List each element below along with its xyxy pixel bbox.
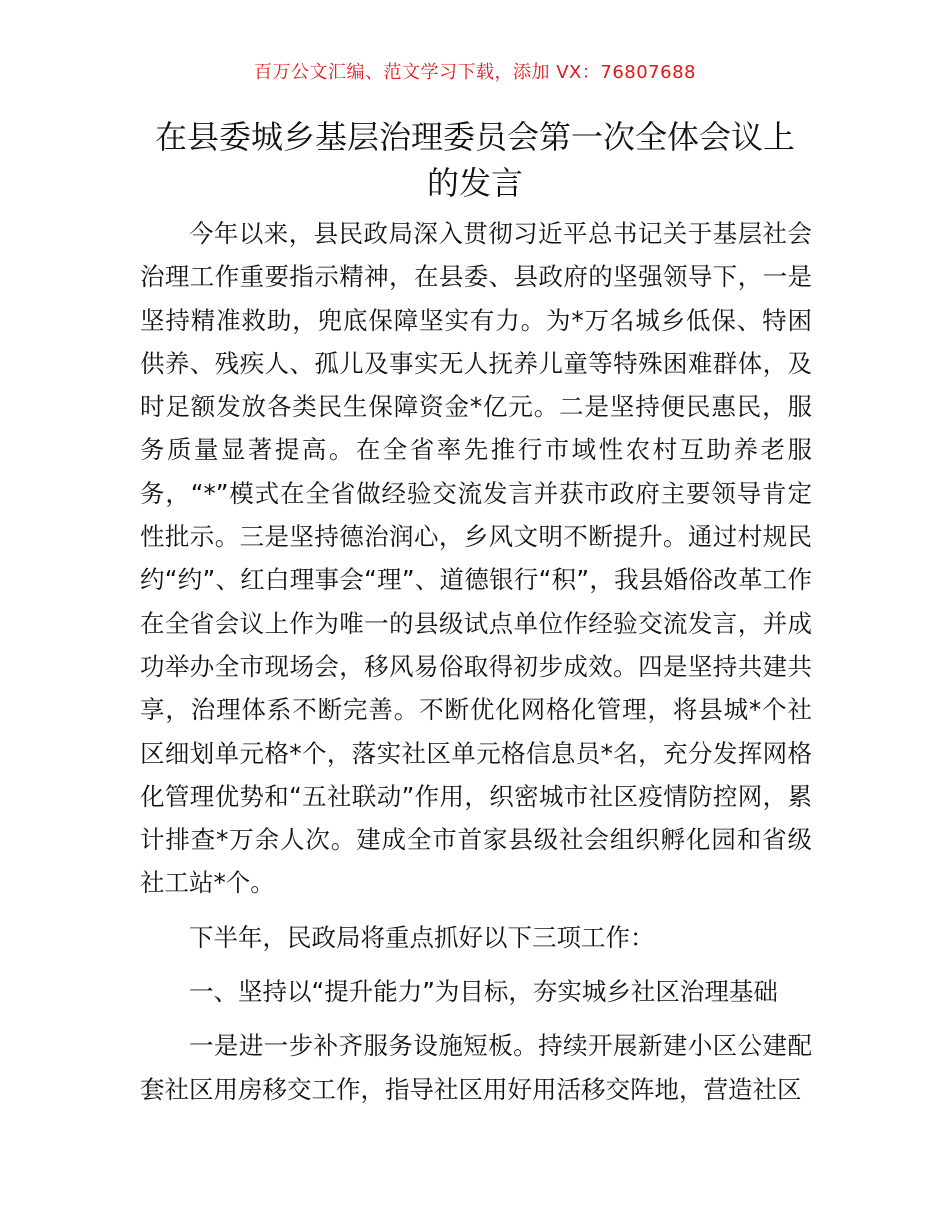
document-body (140, 212, 812, 1111)
document-title (140, 114, 810, 206)
header-watermark-note: 百万公文汇编、范文学习下载，添加 VX：76807688 (254, 62, 696, 83)
title-line-2: 的发言 (426, 164, 523, 202)
title-line-1: 在县委城乡基层治理委员会第一次全体会议上 (154, 118, 795, 156)
paragraph-item-1: 一是进一步补齐服务设施短板。持续开展新建小区公建配套社区用房移交工作，指导社区用好用活移交阵地，营造社区 (140, 1031, 812, 1104)
paragraph-intro: 今年以来，县民政局深入贯彻习近平总书记关于基层社会治理工作重要指示精神，在县委、县政府的坚强领导下，一是坚持精准救助，兜底保障坚实有力。为*万名城乡低保、特困供养、残疾人、孤儿及事实无人抚养儿童等特殊困难群体，及时足额发放各类民生保障资金*亿元。二是坚持便民惠民，服务质量显著提高。在全省率先推行市域性农村互助养老服务，“*”模式在全省做经验交流发言并获市政府主要领导肯定性批示。三是坚持德治润心，乡风文明不断提升。通过村规民约“约”、红白理事会“理”、道德银行“积”，我县婚俗改革工作在全省会议上作为唯一的县级试点单位作经验交流发言，并成功举办全市现场会，移风易俗取得初步成效。四是坚持共建共享，治理体系不断完善。不断优化网格化管理，将县城*个社区细划单元格*个，落实社区单元格信息员*名，充分发挥网格化管理优势和“五社联动”作用，织密城市社区疫情防控网，累计排查*万余人次。建成全市首家县级社会组织孵化园和省级社工站*个。 (140, 219, 812, 898)
section-heading-1: 一、坚持以“提升能力”为目标，夯实城乡社区治理基础 (189, 977, 778, 1007)
paragraph-plan: 下半年，民政局将重点抓好以下三项工作： (189, 922, 655, 952)
